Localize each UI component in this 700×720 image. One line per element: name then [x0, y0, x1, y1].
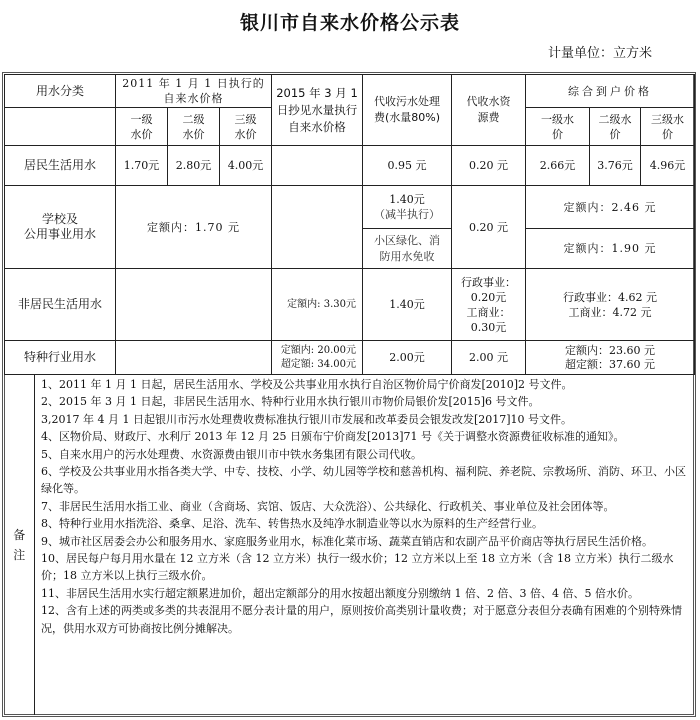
special-combined-over-quota: 超定额：37.60 元: [565, 357, 655, 371]
school-sewage-a: [363, 186, 452, 229]
water-price-table: [4, 74, 695, 715]
residential-combined-tier3: 4.96元: [641, 146, 695, 186]
residential-tier1: 1.70元: [116, 146, 168, 186]
note-item: 7、非居民生活用水指工业、商业（含商场、宾馆、饭店、大众洗浴）、公共绿化、行政机关、事业单位及社会团体等。: [41, 499, 615, 513]
nonresidential-sewage: 1.40元: [363, 269, 452, 341]
school-2015: [272, 186, 363, 269]
special-combined: [526, 341, 695, 375]
residential-tier3: 4.00元: [220, 146, 272, 186]
category-special: 特种行业用水: [5, 341, 116, 375]
note-item: 5、自来水用户的污水处理费、水资源费由银川市中铁水务集团有限公司代收。: [41, 447, 422, 461]
header-combined-tier2: 二级水价: [590, 108, 641, 146]
category-school: [5, 186, 116, 269]
note-item: 6、学校及公共事业用水指各类大学、中专、技校、小学、幼儿园等学校和慈善机构、福利院、养老院、宗教场所、消防、环卫、小区绿化等。: [41, 465, 686, 496]
school-sewage-a-line2: （减半执行）: [374, 208, 440, 221]
table-row-school: [5, 186, 695, 229]
header-2011-price: 2011 年 1 月 1 日执行的自来水价格: [116, 75, 272, 108]
note-item: 12、含有上述的两类或多类的共表混用不愿分表计量的用户，原则按价高类别计量收费；对于愿意分表但分表确有困难的个别特殊情况，供用水双方可协商按比例分摊解决。: [41, 604, 682, 635]
school-sewage-a-line1: 1.40元: [389, 193, 425, 206]
note-item: 10、居民每户每月用水量在 12 立方米（含 12 立方米）执行一级水价；12 立方米以上至 18 立方米（含 18 立方米）执行二级水价；18 立方米以上执行三级水价。: [41, 552, 674, 583]
notes-label-line1: 备: [13, 528, 26, 542]
nonresidential-combined: [526, 269, 695, 341]
header-resource-fee: 代收水资源费: [452, 75, 526, 146]
header-combined-price: 综合到户价格: [526, 75, 695, 108]
note-item: 3,2017 年 4 月 1 日起银川市污水处理费收费标准执行银川市发展和改革委员会银发改发[2017]10 号文件。: [41, 412, 573, 426]
note-item: 11、非居民生活用水实行超定额累进加价，超出定额部分的用水按超出额度分别缴纳 1 倍、2 倍、3 倍、4 倍、5 倍水价。: [41, 586, 639, 600]
school-combined-a: 定额内：2.46 元: [526, 186, 695, 229]
header-category: 用水分类: [5, 75, 116, 108]
special-2015-quota: 定額内: 20.00元: [280, 344, 356, 356]
special-sewage: 2.00元: [363, 341, 452, 375]
notes-label-line2: 注: [13, 548, 26, 562]
note-item: 9、城市社区居委会办公和服务用水、家庭服务业用水，标准化菜市场、蔬菜直销店和农副产品平价商店等执行居民生活价格。: [41, 534, 653, 548]
notes-table: [5, 375, 695, 715]
note-item: 8、特种行业用水指洗浴、桑拿、足浴、洗车、转售热水及纯净水制造业等以水为原料的生产经营行业。: [41, 517, 543, 531]
header-tier2: 二级水价: [168, 108, 220, 146]
residential-sewage: 0.95 元: [363, 146, 452, 186]
header-sewage-fee: 代收污水处理费(水量80%): [363, 75, 452, 146]
notes-label: [5, 375, 35, 715]
special-2015-price: [272, 341, 363, 375]
category-nonresidential: 非居民生活用水: [5, 269, 116, 341]
special-2011: [116, 341, 272, 375]
header-tier3: 三级水价: [220, 108, 272, 146]
residential-2015: [272, 146, 363, 186]
header-empty: [5, 108, 116, 146]
school-sewage-b: 小区绿化、消防用水免收: [363, 229, 452, 269]
note-item: 4、区物价局、财政厅、水利厅 2013 年 12 月 25 日颁布宁价商发[2013]71 号《关于调整水资源费征收标准的通知》。: [41, 430, 625, 444]
nonresidential-resource-commercial-label: 工商业：: [466, 305, 511, 319]
nonresidential-combined-admin: 行政事业：4.62 元: [563, 290, 657, 304]
category-school-line1: 学校及: [41, 212, 78, 226]
nonresidential-resource-admin-label: 行政事业：: [461, 275, 516, 289]
category-residential: 居民生活用水: [5, 146, 116, 186]
residential-tier2: 2.80元: [168, 146, 220, 186]
nonresidential-2011: [116, 269, 272, 341]
residential-combined-tier1: 2.66元: [526, 146, 590, 186]
header-tier1: 一级水价: [116, 108, 168, 146]
table-row-residential: [5, 146, 695, 186]
note-item: 1、2011 年 1 月 1 日起，居民生活用水、学校及公共事业用水执行自治区物价局宁价商发[2010]2 号文件。: [41, 378, 573, 391]
school-2011-price: 定额内：1.70 元: [116, 186, 272, 269]
nonresidential-2015-price: 定額内: 3.30元: [272, 269, 363, 341]
nonresidential-resource-commercial-value: 0.30元: [470, 320, 507, 334]
special-2015-over-quota: 超定額: 34.00元: [280, 358, 356, 370]
category-school-line2: 公用事业用水: [23, 227, 96, 241]
header-combined-tier1: 一级水价: [526, 108, 590, 146]
page-title: 银川市自来水价格公示表: [239, 12, 460, 34]
header-2015-price: 2015 年 3 月 1 日抄见水量执行自来水价格: [272, 75, 363, 146]
residential-combined-tier2: 3.76元: [590, 146, 641, 186]
school-combined-b: 定额内：1.90 元: [526, 229, 695, 269]
measurement-unit: 计量单位：立方米: [547, 46, 652, 61]
nonresidential-combined-commercial: 工商业：4.72 元: [568, 305, 652, 319]
table-row-special: [5, 341, 695, 375]
school-resource: 0.20 元: [452, 186, 526, 269]
notes-row: [5, 375, 695, 716]
residential-resource: 0.20 元: [452, 146, 526, 186]
notes-list: [35, 375, 695, 715]
header-combined-tier3: 三级水价: [641, 108, 695, 146]
note-item: 2、2015 年 3 月 1 日起，非居民生活用水、特种行业用水执行银川市物价局银价发[2015]6 号文件。: [41, 395, 540, 409]
nonresidential-resource: [452, 269, 526, 341]
special-resource: 2.00 元: [452, 341, 526, 375]
table-row-nonresidential: [5, 269, 695, 341]
nonresidential-resource-admin-value: 0.20元: [470, 290, 507, 304]
special-combined-quota: 定额内：23.60 元: [565, 343, 655, 357]
